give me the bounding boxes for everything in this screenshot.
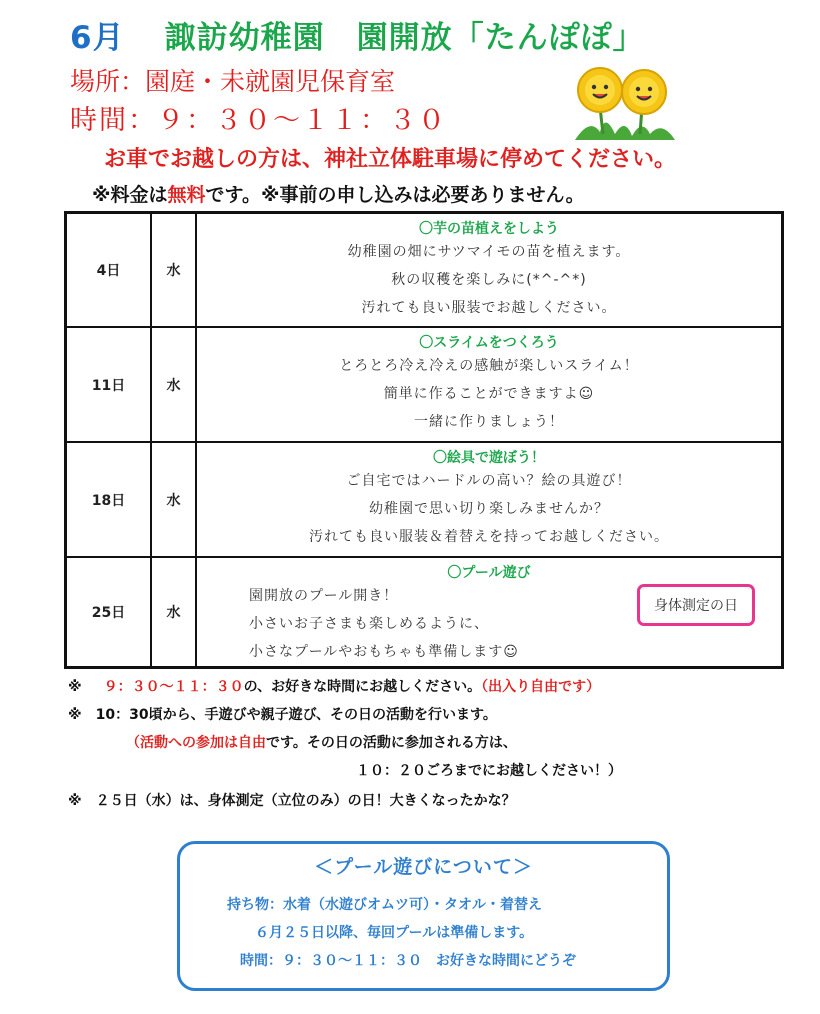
- weekday-cell: 水: [152, 214, 197, 326]
- fee-notice: [92, 180, 585, 207]
- activity-line: 幼稚園で思い切り楽しみませんか？: [369, 501, 609, 517]
- activity-line: 汚れても良い服装＆着替えを持ってお越しください。: [309, 529, 669, 545]
- activity-cell: [197, 558, 781, 666]
- weekday-cell: 水: [152, 443, 197, 556]
- note-activity-time: ※ 10：30頃から、手遊びや親子遊び、その日の活動を行います。: [68, 707, 497, 723]
- note-mark: ※: [68, 679, 82, 695]
- activity-line: 秋の収穫を楽しみに(*^-^*): [391, 272, 587, 288]
- activity-cell: [197, 443, 781, 556]
- activity-cell: [197, 328, 781, 441]
- activity-title: 〇芋の苗植えをしよう: [419, 221, 559, 237]
- note-participation: [126, 732, 517, 752]
- pool-items: 持ち物：水着（水遊びオムツ可）・タオル・着替え: [227, 897, 542, 913]
- date-cell: 25日: [67, 558, 152, 666]
- activity-line: 簡単に作ることができますよ☺: [383, 386, 595, 402]
- parking-notice: お車でお越しの方は、神社立体駐車場に停めてください。: [104, 147, 677, 172]
- fee-pre: ※料金は: [92, 184, 168, 206]
- time-line: 時間：９：３０〜１１：３０: [70, 105, 447, 136]
- activity-line: 幼稚園の畑にサツマイモの苗を植えます。: [347, 244, 631, 260]
- table-row: [67, 556, 781, 666]
- note-time: ９：３０〜１１：３０: [103, 679, 244, 695]
- date-cell: 18日: [67, 443, 152, 556]
- title-month: 6月: [70, 20, 125, 56]
- note-paren: （: [126, 735, 140, 751]
- pool-daily: ６月２５日以降、毎回プールは準備します。: [255, 925, 534, 941]
- table-row: [67, 326, 781, 441]
- activity-line: 小さなプールやおもちゃも準備します☺: [249, 644, 519, 660]
- fee-post: です。※事前の申し込みは必要ありません。: [205, 184, 585, 206]
- weekday-cell: 水: [152, 328, 197, 441]
- pool-time: 時間：９：３０〜１１：３０ お好きな時間にどうぞ: [240, 953, 576, 969]
- pool-title: ＜プール遊びについて＞: [314, 856, 533, 878]
- activity-line: 小さいお子さまも楽しめるように、: [249, 616, 489, 632]
- activity-title: 〇絵具で遊ぼう！: [433, 450, 545, 466]
- dandelion-icon: [570, 62, 680, 142]
- activity-line: 園開放のプール開き！: [249, 588, 399, 604]
- note-arrival: １０：２０ごろまでにお越しください！）: [356, 763, 622, 779]
- fee-free: 無料: [167, 184, 206, 206]
- activity-title: 〇プール遊び: [447, 565, 531, 581]
- table-row: [67, 214, 781, 326]
- note-free: （出入り自由です）: [481, 679, 601, 695]
- activity-line: 汚れても良い服装でお越しください。: [361, 300, 617, 316]
- page-title: [70, 12, 645, 57]
- schedule-table: [64, 211, 784, 669]
- measurement-day-badge: 身体測定の日: [637, 584, 755, 626]
- title-name: 諏訪幼稚園 園開放「たんぽぽ」: [164, 20, 645, 56]
- activity-title: 〇スライムをつくろう: [419, 335, 559, 351]
- activity-cell: [197, 214, 781, 326]
- note-open-hours: [68, 676, 600, 696]
- note-participation-free: 活動への参加は自由: [140, 735, 266, 751]
- activity-line: ご自宅ではハードルの高い？絵の具遊び！: [346, 473, 632, 489]
- table-row: [67, 441, 781, 556]
- weekday-cell: 水: [152, 558, 197, 666]
- note-measurement: ※ ２５日（水）は、身体測定（立位のみ）の日！大きくなったかな？: [68, 793, 516, 809]
- place-line: 場所：園庭・未就園児保育室: [70, 67, 396, 96]
- date-cell: 4日: [67, 214, 152, 326]
- note-text: の、お好きな時間にお越しください。: [243, 679, 482, 695]
- date-cell: 11日: [67, 328, 152, 441]
- note-participation-text: です。その日の活動に参加される方は、: [266, 735, 517, 751]
- activity-line: 一緒に作りましょう！: [414, 414, 564, 430]
- activity-line: とろとろ冷え冷えの感触が楽しいスライム！: [339, 358, 639, 374]
- pool-info-box: [177, 841, 670, 991]
